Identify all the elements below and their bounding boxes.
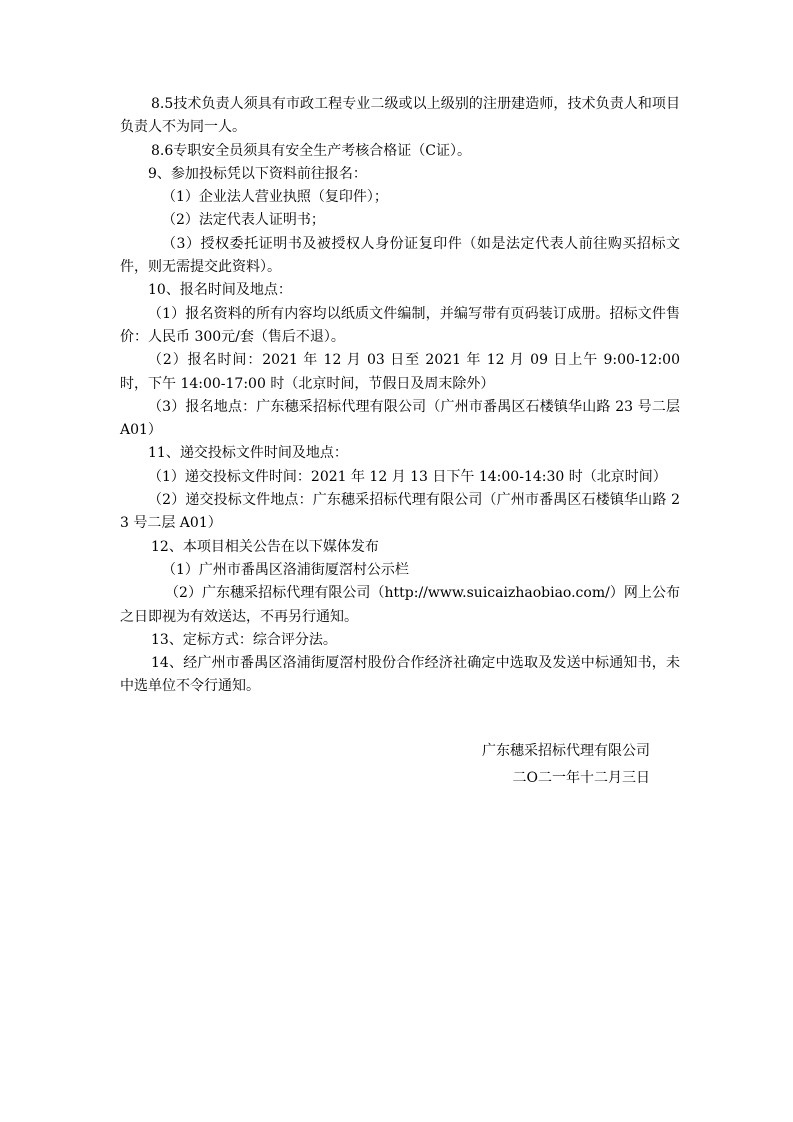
clause-10-item-3: （3）报名地点：广东穗采招标代理有限公司（广州市番禺区石楼镇华山路 23 号二层 A01） [120,398,680,439]
clause-14: 14、经广州市番禺区洛浦街厦滘村股份合作经济社确定中选取及发送中标通知书，未中选单位不令行通知。 [120,655,680,695]
clause-9-item-2: （2）法定代表人证明书； [162,212,325,229]
clause-12-item-2: （2）广东穗采招标代理有限公司（http://www.suicaizhaobiao.com/）网上公布之日即视为有效送达，不再另行通知。 [120,585,680,625]
clause-10-item-1: （1）报名资料的所有内容均以纸质文件编制，并编写带有页码装订成册。招标文件售价：人民币 300元/套（售后不退）。 [120,305,680,345]
signature-date: 二O二一年十二月三日 [512,770,650,786]
clause-10-heading: 10、报名时间及地点： [148,282,292,299]
clause-11-item-1: （1）递交投标文件时间：2021 年 12 月 13 日下午 14:00-14:30 时（北京时间） [148,468,667,485]
signature-company: 广东穗采招标代理有限公司 [482,743,650,759]
clause-11-item-2: （2）递交投标文件地点：广东穗采招标代理有限公司（广州市番禺区石楼镇华山路 23 号二层 A01） [120,492,680,532]
clause-12-heading: 12、本项目相关公告在以下媒体发布 [151,538,379,555]
clause-12-item-1: （1）广州市番禺区洛浦街厦滘村公示栏 [162,561,409,578]
clause-13: 13、定标方式：综合评分法。 [151,631,337,648]
clause-8-6: 8.6专职安全员须具有安全生产考核合格证（C证）。 [151,142,471,159]
clause-9-heading: 9、参加投标凭以下资料前往报名： [148,165,367,182]
signature-block [440,738,650,792]
document-body [120,93,680,699]
clause-9-item-1: （1）企业法人营业执照（复印件）； [162,189,388,206]
clause-11-heading: 11、递交投标文件时间及地点： [148,445,348,462]
clause-10-item-2: （2）报名时间：2021 年 12 月 03 日至 2021 年 12 月 09 日上午 9:00-12:00 时，下午 14:00-17:00 时（北京时间，节假日及周末除外） [120,352,680,392]
clause-9-item-3: （3）授权委托证明书及被授权人身份证复印件（如是法定代表人前往购买招标文件，则无需提交此资料）。 [120,235,680,276]
clause-8-5: 8.5技术负责人须具有市政工程专业二级或以上级别的注册建造师，技术负责人和项目负责人不为同一人。 [120,96,680,136]
